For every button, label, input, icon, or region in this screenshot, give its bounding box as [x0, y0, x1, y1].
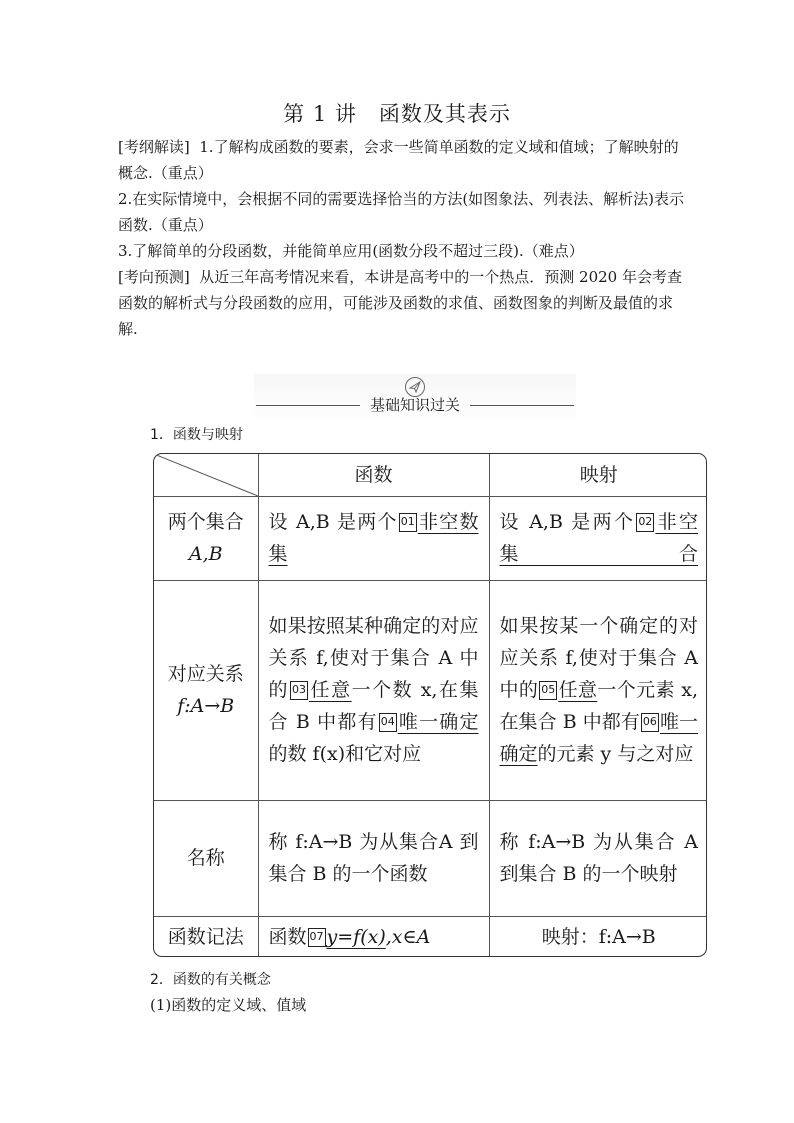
header-mapping: 映射 — [489, 454, 707, 496]
table-header-row — [154, 454, 707, 496]
subsection-domain-range: (1)函数的定义域、值域 — [150, 996, 307, 1014]
cell-mapping-name: 称 f:A→B 为从集合 A 到集合 B 的一个映射 — [489, 800, 707, 916]
syllabus-item-2: 2.在实际情境中，会根据不同的需要选择恰当的方法(如图象法、列表法、解析法)表示函数.（重点） — [118, 190, 685, 234]
cell-text: 的数 f(x)和它对应 — [268, 743, 422, 765]
cell-text: 如果按某一个确定的对应关系 f,使对于集合 A 中的 — [499, 615, 698, 701]
row-head-correspondence — [154, 580, 258, 800]
section-heading-function-concepts: 2．函数的有关概念 — [150, 972, 271, 988]
cell-text: 如果按照某种确定的对应关系 f,使对于集合 A 中的 — [268, 615, 479, 701]
blank-number-01: 01 — [399, 513, 417, 532]
blank-number-05: 05 — [539, 681, 557, 700]
blank-number-03: 03 — [290, 681, 308, 700]
answer-text: 非空数集 — [268, 511, 479, 565]
cell-text: 一个元素 x,在集合 B 中都有 — [499, 679, 698, 733]
row-head-sub: f:A→B — [177, 695, 235, 717]
syllabus-interpretation — [118, 134, 688, 342]
table-corner-cell — [154, 454, 258, 496]
blank-number-02: 02 — [636, 513, 654, 532]
row-head-sub: A,B — [188, 543, 223, 565]
cell-text: 一个数 x,在集合 B 中都有 — [268, 679, 479, 733]
blank-number-06: 06 — [641, 713, 659, 732]
answer-text: 任意 — [558, 679, 598, 701]
row-head-text: 对应关系 — [167, 663, 244, 685]
cell-function-name: 称 f:A→B 为从集合A 到集合 B 的一个函数 — [258, 800, 489, 916]
cell-mapping-sets — [489, 496, 707, 580]
cell-function-sets — [258, 496, 489, 580]
answer-text: 非空集合 — [499, 511, 698, 565]
table-row — [154, 916, 707, 957]
lecture-topic: 函数及其表示 — [378, 102, 511, 126]
cell-mapping-notation: 映射：f:A→B — [489, 916, 707, 957]
answer-text: 唯一确定 — [397, 711, 479, 733]
row-head-name: 名称 — [154, 800, 258, 916]
section-heading-function-mapping: 1．函数与映射 — [150, 427, 243, 443]
section-divider — [254, 374, 576, 418]
forecast-tag: [考向预测] — [118, 268, 190, 286]
cell-mapping-correspondence — [489, 580, 707, 800]
cell-text: 设 A,B 是两个 — [499, 511, 636, 533]
diagonal-line — [154, 454, 258, 496]
cell-text: ,x∈A — [385, 926, 431, 949]
row-head-sets — [154, 496, 258, 580]
divider-label: 基础知识过关 — [369, 396, 460, 414]
cell-function-correspondence — [258, 580, 489, 800]
blank-number-04: 04 — [379, 713, 397, 732]
table-row — [154, 496, 707, 580]
page-title — [0, 98, 794, 128]
syllabus-item-1 — [118, 134, 688, 186]
syllabus-item-3: 3.了解简单的分段函数，并能简单应用(函数分段不超过三段).（难点） — [118, 242, 584, 260]
lecture-number: 第 1 讲 — [283, 102, 357, 126]
forecast-text: 从近三年高考情况来看，本讲是高考中的一个热点．预测 2020 年会考查函数的解析式与分段函数的应用，可能涉及函数的求值、函数图象的判断及最值的求解. — [118, 268, 682, 338]
function-mapping-table — [153, 453, 707, 957]
cell-function-notation — [258, 916, 489, 957]
row-head-notation: 函数记法 — [154, 916, 258, 957]
answer-text: 任意 — [309, 679, 352, 701]
syllabus-tag: [考纲解读] — [118, 138, 190, 156]
answer-text: 唯一确定 — [499, 711, 698, 765]
table-row — [154, 580, 707, 800]
row-head-text: 两个集合 — [167, 511, 244, 533]
syllabus-text-1: 1.了解构成函数的要素，会求一些简单函数的定义域和值域；了解映射的概念.（重点） — [118, 138, 679, 182]
divider-line-right — [470, 405, 574, 406]
cell-text: 的元素 y 与之对应 — [537, 743, 694, 765]
table-row — [154, 800, 707, 916]
blank-number-07: 07 — [308, 928, 326, 947]
cell-text: 函数 — [268, 926, 307, 949]
answer-text: y=f(x) — [326, 926, 386, 949]
cell-text: 设 A,B 是两个 — [268, 511, 398, 533]
header-function: 函数 — [258, 454, 489, 496]
exam-forecast — [118, 264, 688, 342]
